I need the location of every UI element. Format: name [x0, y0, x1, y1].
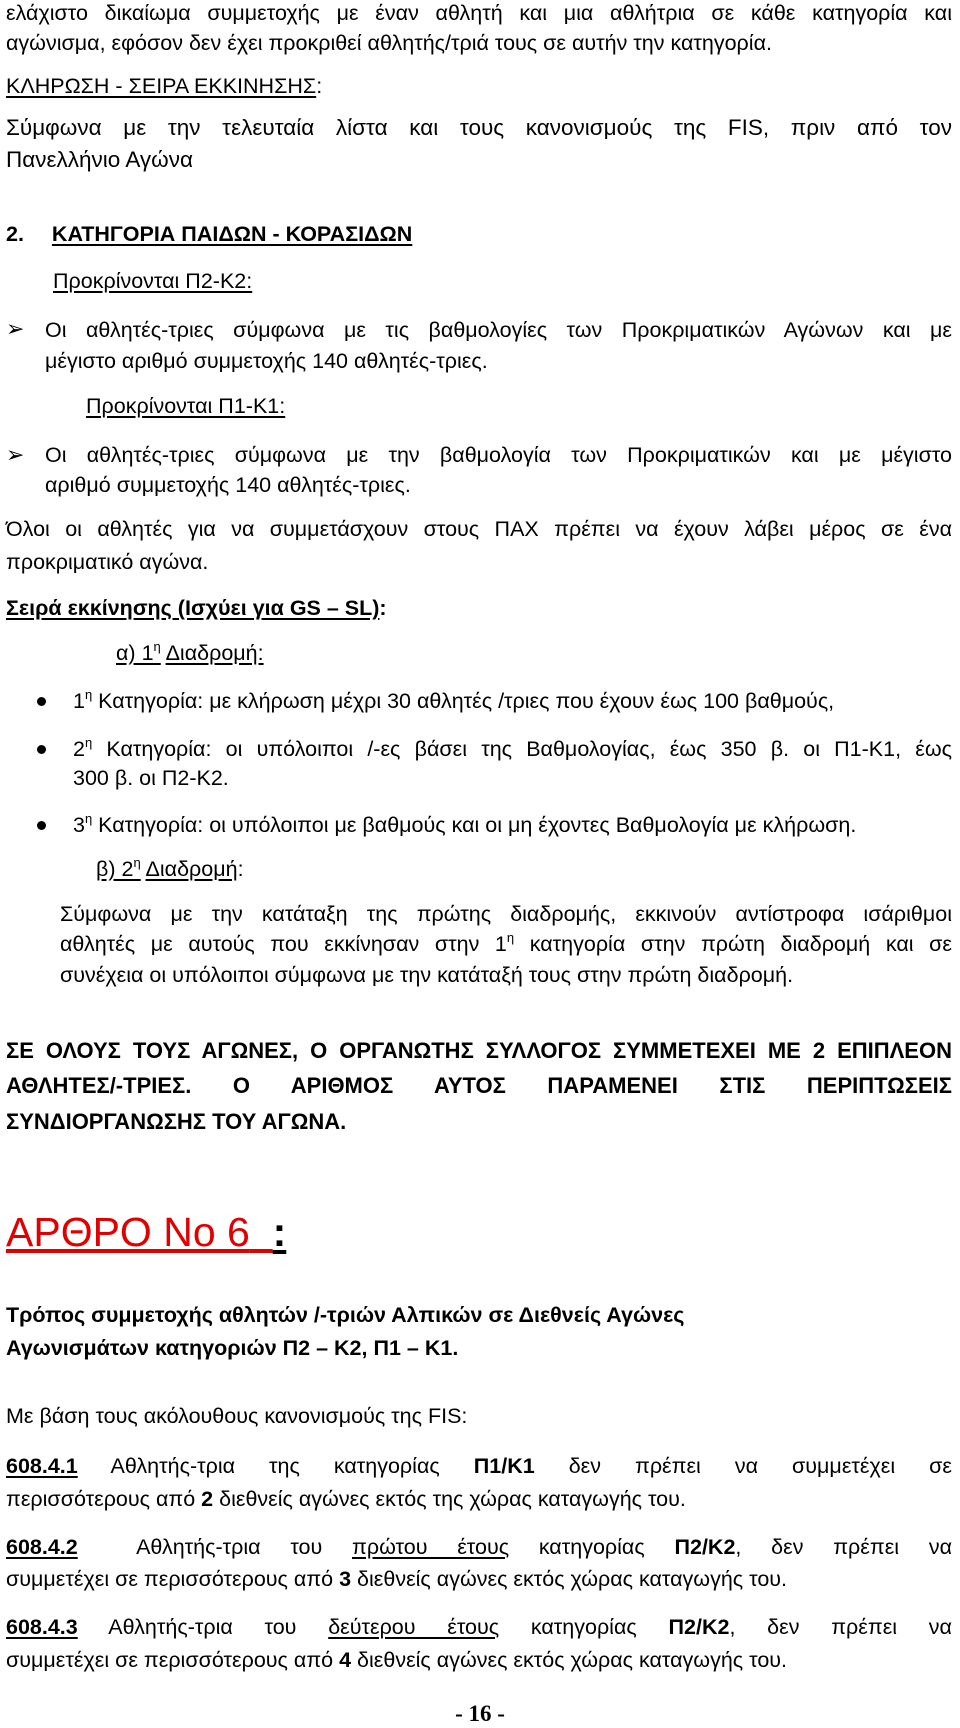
rule-3-text-m: κατηγορίας [499, 1615, 669, 1639]
run-2-line-2-b: κατηγορία στην πρώτη διαδρομή και σε [514, 932, 952, 956]
category-1-num: 1 [73, 689, 85, 713]
rule-2-year: πρώτου έτους [352, 1535, 510, 1559]
rule-3-text-a: Αθλητής-τρια του [77, 1615, 329, 1639]
p1k1-heading: Προκρίνονται Π1-Κ1: [86, 394, 286, 418]
category-2-num: 2 [73, 737, 85, 761]
run-1-prefix [116, 641, 161, 665]
rule-1-code: 608.4.1 [6, 1454, 78, 1478]
run-1-prefix-text: α) 1 [116, 641, 154, 665]
run-2-line-3: συνέχεια οι υπόλοιποι σύμφωνα με την κατάταξή τους στην πρώτη διαδρομή. [60, 963, 794, 987]
page-number: - 16 - [455, 1701, 505, 1726]
category-2-sup: η [84, 735, 93, 750]
arrow-bullet-icon: ➢ [6, 442, 25, 467]
article-subtitle-1: Τρόπος συμμετοχής αθλητών /-τριών Αλπικών σε Διεθνείς Αγώνες [6, 1303, 685, 1327]
bullet-dot-icon [37, 821, 46, 830]
run-2-label: Διαδρομή [145, 857, 238, 881]
rule-1-line-2-c: διεθνείς αγώνες εκτός της χώρας καταγωγής του. [213, 1487, 686, 1511]
rule-3-code: 608.4.3 [6, 1615, 78, 1639]
rule-2-category: Π2/Κ2 [674, 1535, 736, 1559]
run-2-line-2-a: αθλητές με αυτούς που εκκίνησαν στην 1 [60, 932, 507, 956]
notice-line-3: ΣΥΝΔΙΟΡΓΑΝΩΣΗΣ ΤΟΥ ΑΓΩΝΑ. [6, 1109, 347, 1134]
draw-text-1: Σύμφωνα με την τελευταία λίστα και τους κανονισμούς της FIS, πριν από τον [6, 115, 952, 140]
category-3-num: 3 [73, 813, 85, 837]
bullet-dot-icon [37, 745, 46, 754]
category-2-line-2: 300 β. οι Π2-Κ2. [73, 766, 229, 790]
start-order-heading-colon: : [379, 596, 387, 620]
run-2-line-2 [60, 929, 952, 959]
category-3-sup: η [84, 811, 93, 826]
category-3 [73, 810, 856, 840]
draw-heading [6, 71, 322, 101]
run-2-line-2-sup: η [506, 930, 515, 945]
rule-3-line-2-a: συμμετέχει σε περισσότερους από [6, 1648, 340, 1672]
rule-2-line-2-c: διεθνείς αγώνες εκτός χώρας καταγωγής του. [351, 1567, 788, 1591]
rule-2-line-2-a: συμμετέχει σε περισσότερους από [6, 1567, 340, 1591]
category-2-text: Κατηγορία: οι υπόλοιποι /-ες βάσει της Βαθμολογίας, έως 350 β. οι Π1-Κ1, έως [92, 737, 952, 761]
rule-2-line-1 [6, 1532, 952, 1562]
rule-1-line-1 [6, 1451, 952, 1481]
notice-line-1: ΣΕ ΟΛΟΥΣ ΤΟΥΣ ΑΓΩΝΕΣ, Ο ΟΡΓΑΝΩΤΗΣ ΣΥΛΛΟΓΟΣ ΣΥΜΜΕΤΕΧΕΙ ΜΕ 2 ΕΠΙΠΛΕΟΝ [6, 1038, 952, 1063]
run-1-label: Διαδρομή: [165, 641, 264, 665]
draw-text-2: Πανελλήνιο Αγώνα [6, 147, 193, 172]
rule-3-line-1 [6, 1612, 952, 1642]
article-title-gap [250, 1209, 273, 1255]
run-2-prefix [96, 857, 141, 881]
start-order-heading [6, 593, 387, 623]
rule-1-text-c: δεν πρέπει να συμμετέχει σε [534, 1454, 952, 1478]
category-3-text: Κατηγορία: οι υπόλοιποι με βαθμούς και οι μη έχοντες Βαθμολογία με κλήρωση. [92, 813, 857, 837]
run-2-line-1: Σύμφωνα με την κατάταξη της πρώτης διαδρομής, εκκινούν αντίστροφα ισάριθμοι [60, 902, 952, 926]
rule-2-line-2 [6, 1564, 787, 1594]
intro-line-1: ελάχιστο δικαίωμα συμμετοχής με έναν αθλητή και μια αθλήτρια σε κάθε κατηγορία και [6, 1, 952, 25]
p2k2-heading: Προκρίνονται Π2-Κ2: [53, 269, 253, 293]
rule-3-text-c: , δεν πρέπει να [729, 1615, 952, 1639]
run-2-heading [96, 854, 244, 884]
p1k1-line-1: Οι αθλητές-τριες σύμφωνα με την βαθμολογία των Προκριματικών και με μέγιστο [45, 443, 952, 467]
p2k2-line-2: μέγιστο αριθμό συμμετοχής 140 αθλητές-τριες. [45, 349, 488, 373]
run-2-colon: : [237, 857, 244, 881]
rule-2-code: 608.4.2 [6, 1535, 78, 1559]
rule-3-line-2 [6, 1645, 787, 1675]
rule-1-text-a: Αθλητής-τρια της κατηγορίας [77, 1454, 474, 1478]
p2k2-line-1: Οι αθλητές-τριες σύμφωνα με τις βαθμολογίες των Προκριματικών Αγώνων και με [45, 318, 952, 342]
category-1-text: Κατηγορία: με κλήρωση μέχρι 30 αθλητές /τριες που έχουν έως 100 βαθμούς, [92, 689, 835, 713]
rule-1-line-2 [6, 1484, 686, 1514]
run-2-sup: η [133, 855, 141, 870]
rule-1-count: 2 [201, 1487, 214, 1511]
fis-intro: Με βάση τους ακόλουθους κανονισμούς της FIS: [6, 1404, 468, 1428]
notice-line-2: ΑΘΛΗΤΕΣ/-ΤΡΙΕΣ. Ο ΑΡΙΘΜΟΣ ΑΥΤΟΣ ΠΑΡΑΜΕΝΕΙ ΣΤΙΣ ΠΕΡΙΠΤΩΣΕΙΣ [6, 1073, 952, 1098]
arrow-bullet-icon: ➢ [6, 316, 25, 341]
article-title-text: ΑΡΘΡΟ Νο 6 [6, 1209, 250, 1255]
rule-3-count: 4 [339, 1648, 352, 1672]
draw-heading-text: ΚΛΗΡΩΣΗ - ΣΕΙΡΑ ΕΚΚΙΝΗΣΗΣ [6, 74, 317, 98]
rule-1-line-2-a: περισσότερους από [6, 1487, 202, 1511]
category-1 [73, 686, 834, 716]
article-title-colon: : [272, 1209, 287, 1255]
intro-line-2: αγώνισμα, εφόσον δεν έχει προκριθεί αθλητής/τριά τους σε αυτήν την κατηγορία. [6, 31, 772, 55]
run-1-sup: η [153, 639, 161, 654]
all-athletes-line-1: Όλοι οι αθλητές για να συμμετάσχουν στους ΠΑΧ πρέπει να έχουν λάβει μέρος σε ένα [6, 517, 952, 541]
bullet-dot-icon [37, 697, 46, 706]
run-2-prefix-text: β) 2 [96, 857, 134, 881]
rule-2-text-m: κατηγορίας [509, 1535, 675, 1559]
start-order-heading-text: Σειρά εκκίνησης (Ισχύει για GS – SL) [6, 596, 380, 620]
rule-1-category: Π1/Κ1 [473, 1454, 535, 1478]
rule-3-category: Π2/Κ2 [668, 1615, 730, 1639]
category-2 [73, 734, 952, 764]
rule-3-year: δεύτερου έτους [328, 1615, 500, 1639]
draw-heading-colon: : [316, 74, 323, 98]
p1k1-line-2: αριθμό συμμετοχής 140 αθλητές-τριες. [45, 473, 411, 497]
section-2-heading [6, 219, 412, 249]
category-1-sup: η [84, 687, 93, 702]
article-subtitle-2: Αγωνισμάτων κατηγοριών Π2 – Κ2, Π1 – Κ1. [6, 1336, 459, 1360]
rule-2-text-c: , δεν πρέπει να [735, 1535, 952, 1559]
rule-3-line-2-c: διεθνείς αγώνες εκτός χώρας καταγωγής του. [351, 1648, 788, 1672]
run-1-heading [116, 638, 264, 668]
rule-2-count: 3 [339, 1567, 352, 1591]
all-athletes-line-2: προκριματικό αγώνα. [6, 550, 209, 574]
section-number: 2. [6, 222, 24, 246]
rule-2-text-a: Αθλητής-τρια του [77, 1535, 352, 1559]
article-title [6, 1208, 286, 1256]
section-title: ΚΑΤΗΓΟΡΙΑ ΠΑΙΔΩΝ - ΚΟΡΑΣΙΔΩΝ [51, 222, 413, 246]
